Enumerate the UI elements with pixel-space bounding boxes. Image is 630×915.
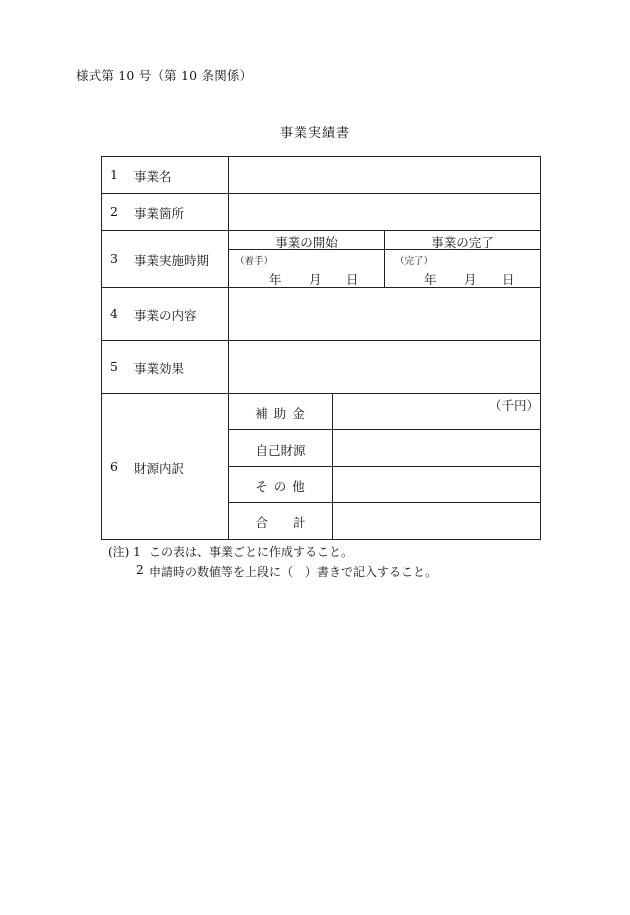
row-number: 5: [110, 359, 118, 374]
note-1: この表は、事業ごとに作成すること。: [149, 545, 354, 559]
row-number: 2: [110, 204, 118, 219]
end-date-field[interactable]: [385, 250, 540, 287]
end-month-label: 月: [464, 272, 477, 287]
row-number: 4: [110, 306, 118, 321]
funding-breakdown-label: 財源内訳: [134, 461, 185, 476]
notes-prefix: (注) 1: [108, 545, 141, 559]
business-content-label: 事業の内容: [134, 308, 197, 323]
end-year-label: 年: [424, 272, 437, 287]
business-location-field[interactable]: [229, 194, 540, 230]
row-separator: [101, 230, 541, 231]
start-day-label: 日: [346, 272, 359, 287]
subsidy-amount-field[interactable]: [333, 394, 540, 429]
business-effect-field[interactable]: [229, 341, 540, 393]
document-title: 事業実績書: [279, 126, 350, 141]
end-header: 事業の完了: [431, 235, 494, 250]
own-funds-amount-field[interactable]: [333, 430, 540, 466]
total-label: 合 計: [255, 515, 306, 530]
business-name-field[interactable]: [229, 157, 540, 193]
total-amount-field[interactable]: [333, 503, 540, 539]
table-bottom-border: [101, 539, 541, 540]
start-note: （着手）: [235, 256, 274, 267]
row-number: 6: [110, 459, 118, 474]
table-right-border: [540, 156, 541, 540]
implementation-period-label: 事業実施時期: [134, 253, 210, 268]
start-month-label: 月: [309, 272, 322, 287]
start-year-label: 年: [269, 272, 282, 287]
business-content-field[interactable]: [229, 288, 540, 340]
other-funds-amount-field[interactable]: [333, 467, 540, 502]
note-2: 申請時の数値等を上段に（ ）書きで記入すること。: [149, 565, 438, 579]
start-date-field[interactable]: [229, 250, 384, 287]
unit-label: （千円）: [489, 398, 540, 413]
table-left-border: [101, 156, 102, 540]
business-location-label: 事業箇所: [134, 206, 185, 221]
end-note: （完了）: [395, 256, 434, 267]
business-name-label: 事業名: [134, 169, 172, 184]
business-effect-label: 事業効果: [134, 361, 185, 376]
start-header: 事業の開始: [275, 235, 338, 250]
subsidy-label: 補 助 金: [255, 406, 306, 421]
other-funds-label: そ の 他: [255, 479, 306, 494]
row-number: 3: [110, 251, 118, 266]
row-number: 1: [110, 167, 118, 182]
note-2-number: 2: [136, 563, 144, 577]
end-day-label: 日: [502, 272, 515, 287]
form-number: 様式第 10 号（第 10 条関係）: [76, 68, 253, 83]
own-funds-label: 自己財源: [255, 443, 306, 458]
